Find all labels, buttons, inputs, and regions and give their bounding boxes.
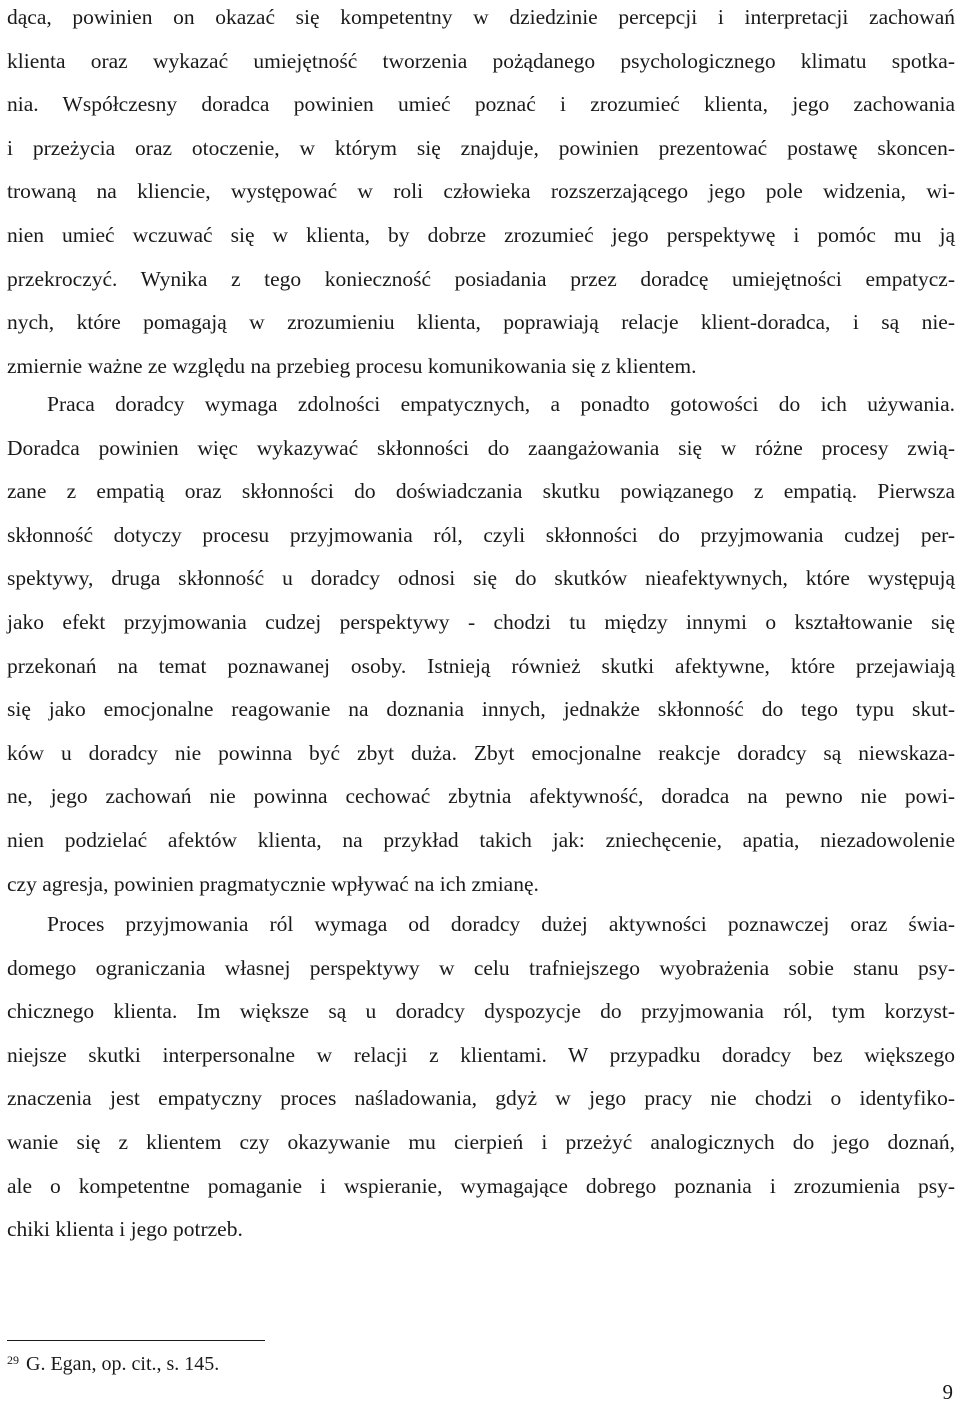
text-line: zmiernie ważne ze względu na przebieg procesu komunikowania się z klientem. — [7, 353, 697, 378]
text-line: Proces przyjmowania ról wymaga od doradcy dużej aktywności poznawczej oraz świa- — [47, 912, 955, 936]
text-line: spektywy, druga skłonność u doradcy odnosi się do skutków nieafektywnych, które występują — [7, 566, 955, 591]
text-line: się jako emocjonalne reagowanie na doznania innych, jednakże skłonność do tego typu skut- — [7, 697, 955, 722]
text-line: klienta oraz wykazać umiejętność tworzenia pożądanego psychologicznego klimatu spotka- — [7, 48, 955, 73]
text-line: nych, które pomagają w zrozumieniu klienta, poprawiają relacje klient-doradca, i są nie- — [7, 310, 955, 335]
page-number: 9 — [942, 1380, 953, 1404]
paragraph-3 — [7, 903, 955, 1252]
text-line: czy agresja, powinien pragmatycznie wpływać na ich zmianę. — [7, 871, 539, 896]
footnote-separator — [7, 1340, 265, 1341]
text-line: Praca doradcy wymaga zdolności empatycznych, a ponadto gotowości do ich używania. — [47, 392, 955, 416]
text-line: chiki klienta i jego potrzeb. — [7, 1217, 243, 1242]
text-line: chicznego klienta. Im większe są u doradcy dyspozycje do przyjmowania ról, tym korzyst- — [7, 999, 955, 1024]
text-line: dąca, powinien on okazać się kompetentny w dziedzinie percepcji i interpretacji zachowań — [7, 5, 955, 29]
footnote-number: 29 — [7, 1353, 19, 1367]
text-line: nien podzielać afektów klienta, na przykład takich jak: zniechęcenie, apatia, niezadowolenie — [7, 827, 955, 852]
footnote-text: G. Egan, op. cit., s. 145. — [26, 1353, 220, 1375]
footnote — [7, 1352, 219, 1376]
text-line: ków u doradcy nie powinna być zbyt duża. Zbyt emocjonalne reakcje doradcy są niewskaza- — [7, 740, 955, 765]
paragraph-1 — [7, 0, 955, 388]
text-line: niejsze skutki interpersonalne w relacji z klientami. W przypadku doradcy bez większego — [7, 1042, 955, 1067]
text-line: ale o kompetentne pomaganie i wspieranie, wymagające dobrego poznania i zrozumienia psy- — [7, 1173, 955, 1198]
text-line: domego ograniczania własnej perspektywy w celu trafniejszego wyobrażenia sobie stanu psy- — [7, 955, 955, 980]
paragraph-2 — [7, 383, 955, 906]
text-line: ne, jego zachowań nie powinna cechować zbytnia afektywność, doradca na pewno nie powi- — [7, 784, 955, 809]
text-line: jako efekt przyjmowania cudzej perspektywy - chodzi tu między innymi o kształtowanie się — [7, 609, 955, 634]
text-line: skłonność dotyczy procesu przyjmowania ról, czyli skłonności do przyjmowania cudzej per- — [7, 522, 955, 547]
text-line: przekonań na temat poznawanej osoby. Istnieją również skutki afektywne, które przejawiają — [7, 653, 955, 678]
text-line: trowaną na kliencie, występować w roli człowieka rozszerzającego jego pole widzenia, wi- — [7, 179, 955, 204]
text-line: nien umieć wczuwać się w klienta, by dobrze zrozumieć jego perspektywę i pomóc mu ją — [7, 222, 955, 247]
text-line: zane z empatią oraz skłonności do doświadczania skutku powiązanego z empatią. Pierwsza — [7, 479, 955, 504]
text-line: i przeżycia oraz otoczenie, w którym się znajduje, powinien prezentować postawę skoncen- — [7, 135, 955, 160]
text-line: wanie się z klientem czy okazywanie mu cierpień i przeżyć analogicznych do jego doznań, — [7, 1129, 955, 1154]
text-line: przekroczyć. Wynika z tego konieczność posiadania przez doradcę umiejętności empatycz- — [7, 266, 955, 291]
text-line: Doradca powinien więc wykazywać skłonności do zaangażowania się w różne procesy zwią- — [7, 435, 955, 460]
text-line: znaczenia jest empatyczny proces naśladowania, gdyż w jego pracy nie chodzi o identyfiko- — [7, 1086, 955, 1111]
text-line: nia. Współczesny doradca powinien umieć poznać i zrozumieć klienta, jego zachowania — [7, 92, 955, 117]
